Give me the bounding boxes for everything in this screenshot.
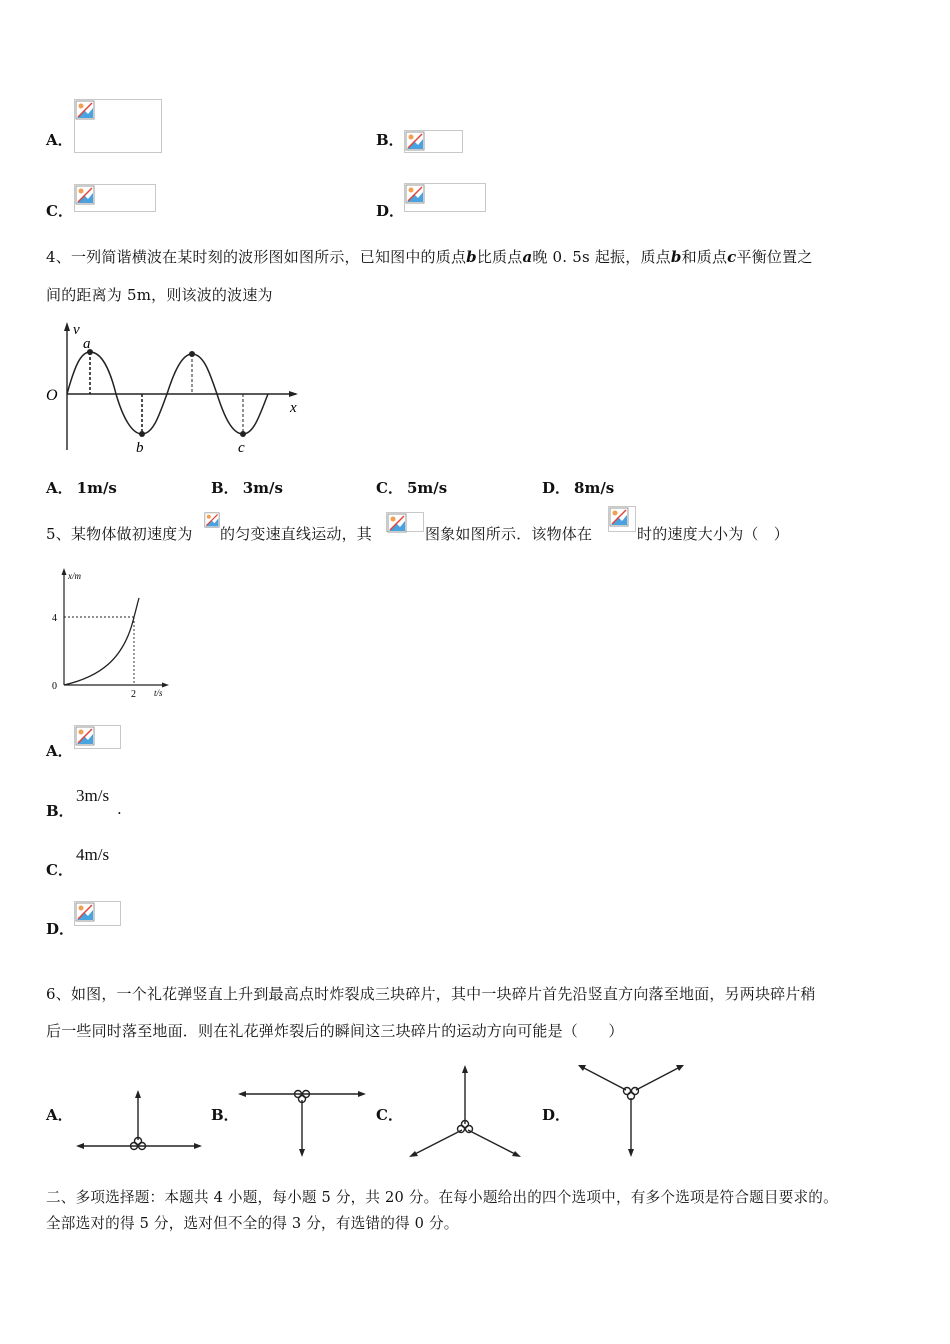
q3-option-b-image bbox=[404, 130, 463, 153]
broken-image-icon bbox=[387, 513, 407, 533]
point-peak bbox=[189, 351, 195, 357]
q4-option-b: B． 3m/s bbox=[211, 479, 283, 497]
q3-option-c-label: C． bbox=[46, 202, 73, 220]
q6-option-a-label: A． bbox=[46, 1106, 73, 1124]
q5-option-a-label: A． bbox=[46, 742, 73, 760]
point-c-label: c bbox=[238, 440, 245, 456]
q3-option-a-image bbox=[74, 99, 162, 153]
q5-x-axis-label: t/s bbox=[154, 688, 163, 698]
point-c bbox=[240, 431, 246, 437]
q4-option-a: A． 1m/s bbox=[46, 479, 117, 497]
broken-image-icon bbox=[609, 507, 629, 527]
q6-option-d-diagram bbox=[574, 1060, 689, 1160]
q5-option-c-value: 4m/s bbox=[76, 845, 110, 864]
q5-y-tick: 4 bbox=[52, 613, 57, 624]
broken-image-icon bbox=[75, 185, 95, 205]
q6-option-c-diagram bbox=[405, 1062, 525, 1162]
q3-option-d-label: D． bbox=[376, 202, 405, 220]
q5-inline-image-2 bbox=[386, 512, 424, 532]
q3-option-d-image bbox=[404, 183, 486, 212]
q5-option-b-value: 3m/s bbox=[76, 786, 110, 805]
q6-option-b-label: B． bbox=[211, 1106, 239, 1124]
q4-option-c: C． 5m/s bbox=[376, 479, 448, 497]
broken-image-icon bbox=[204, 512, 220, 528]
x-axis-label: x bbox=[290, 400, 297, 416]
q5-y-axis-label: x/m bbox=[68, 571, 81, 581]
broken-image-icon bbox=[75, 902, 95, 922]
point-a-label: a bbox=[83, 336, 91, 352]
q5-option-d-image bbox=[74, 901, 121, 926]
section2-line2: 全部选对的得 5 分，选对但不全的得 3 分，有选错的得 0 分。 bbox=[46, 1215, 459, 1232]
q5-option-c-label: C． bbox=[46, 861, 73, 879]
q5-question-seg1: 5、某物体做初速度为 bbox=[46, 525, 193, 543]
q5-option-b-label: B． bbox=[46, 802, 74, 820]
point-b-label: b bbox=[136, 440, 144, 456]
q5-question-seg4: 时的速度大小为（ ） bbox=[637, 525, 790, 543]
q5-question-seg3: 图象如图所示．该物体在 bbox=[425, 525, 593, 543]
origin-label: O bbox=[46, 387, 58, 404]
q6-option-b-diagram bbox=[238, 1084, 366, 1160]
q6-option-d-label: D． bbox=[542, 1106, 571, 1124]
q6-option-a-diagram bbox=[74, 1088, 204, 1158]
q5-inline-image-1 bbox=[204, 512, 220, 540]
q5-option-b-suffix: . bbox=[117, 800, 122, 818]
q3-option-b-label: B． bbox=[376, 131, 404, 149]
broken-image-icon bbox=[405, 131, 425, 151]
q6-option-c-label: C． bbox=[376, 1106, 403, 1124]
q5-option-a-image bbox=[74, 725, 121, 749]
q5-option-d-label: D． bbox=[46, 920, 75, 938]
q3-option-c-image bbox=[74, 184, 156, 212]
q5-origin: 0 bbox=[52, 681, 57, 692]
q3-option-a-label: A． bbox=[46, 131, 73, 149]
wave-curve bbox=[67, 352, 268, 434]
q5-inline-image-3 bbox=[608, 506, 636, 532]
section2-line1: 二、多项选择题：本题共 4 小题，每小题 5 分，共 20 分。在每小题给出的四个选项中，有多个选项是符合题目要求的。 bbox=[46, 1189, 838, 1206]
broken-image-icon bbox=[405, 184, 425, 204]
q6-question-line2: 后一些同时落至地面．则在礼花弹炸裂后的瞬间这三块碎片的运动方向可能是（ ） bbox=[46, 1022, 624, 1040]
xt-curve bbox=[64, 598, 139, 685]
q4-question-line1: 4、一列简谐横波在某时刻的波形图如图所示，已知图中的质点b比质点a晚 0. 5s 起振，质点b和质点c平衡位置之 bbox=[46, 248, 813, 266]
broken-image-icon bbox=[75, 100, 95, 120]
q5-question-seg2: 的匀变速直线运动，其 bbox=[220, 525, 373, 543]
q6-question-line1: 6、如图，一个礼花弹竖直上升到最高点时炸裂成三块碎片，其中一块碎片首先沿竖直方向落至地面，另两块碎片稍 bbox=[46, 985, 816, 1003]
q4-question-line2: 间的距离为 5m，则该波的波速为 bbox=[46, 286, 273, 304]
q5-x-tick: 2 bbox=[131, 689, 136, 700]
q5-xt-graph bbox=[44, 565, 174, 700]
point-b bbox=[139, 431, 145, 437]
q4-option-d: D． 8m/s bbox=[542, 479, 615, 497]
broken-image-icon bbox=[75, 726, 95, 746]
y-axis-label: v bbox=[73, 322, 80, 338]
q4-wave-graph bbox=[40, 320, 310, 460]
